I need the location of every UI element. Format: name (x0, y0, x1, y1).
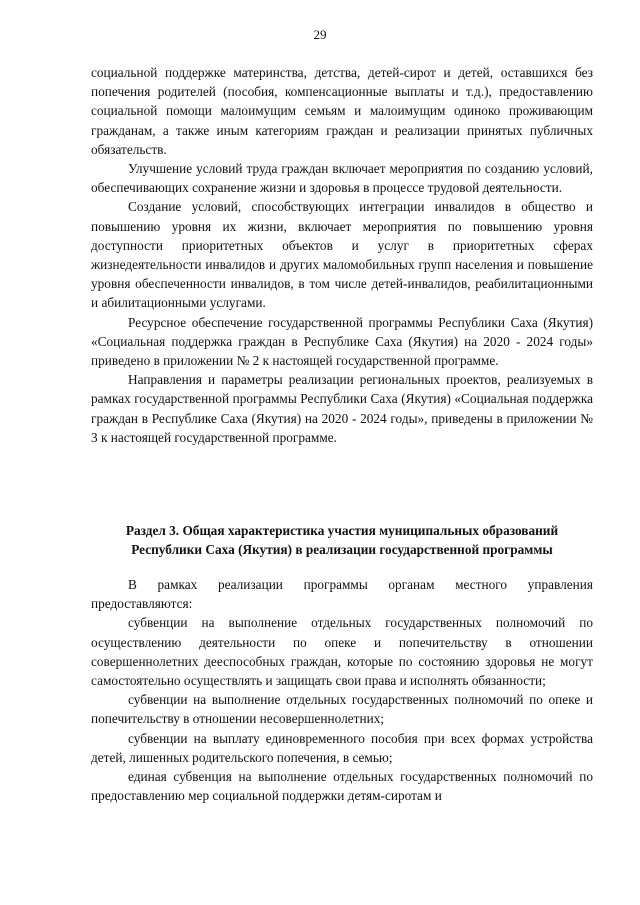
paragraph-subvention-minor-guardianship: субвенции на выполнение отдельных государственных полномочий по опеке и попечительству в отношении несовершеннолетних; (91, 692, 593, 727)
paragraph-social-support-continuation: социальной поддержке материнства, детства, детей-сирот и детей, оставшихся без попечения родителей (пособия, компенсационные выплаты и т.д.), предоставлению социальной помощи малоимущим семьям и малоимущим одиноко проживающим гражданам, а также иным категориям граждан и реализации принятых публичных обязательств. (91, 65, 593, 157)
body-text-after-heading (91, 575, 593, 805)
section-heading-line-1: Раздел 3. Общая характеристика участия муниципальных образований (125, 523, 559, 538)
section-heading-line-2: Республики Саха (Якутия) в реализации государственной программы (131, 542, 553, 557)
paragraph-disabled-integration: Создание условий, способствующих интеграции инвалидов в общество и повышению уровня их жизни, включает мероприятия по повышению уровня доступности приоритетных объектов и услуг в приоритетных сферах жизнедеятельности инвалидов и других маломобильных групп населения и повышение уровня обеспеченности инвалидов, в том числе детей-инвалидов, реабилитационными и абилитационными услугами. (91, 199, 593, 311)
paragraph-regional-projects: Направления и параметры реализации региональных проектов, реализуемых в рамках государственной программы Республики Саха (Якутия) «Социальная поддержка граждан в Республике Саха (Якутия) на 2020 - 2024 годы», приведены в приложении № 3 к настоящей государственной программе. (91, 372, 593, 445)
paragraph-subvention-adult-guardianship: субвенции на выполнение отдельных государственных полномочий по осуществлению деятельности по опеке и попечительству в отношении совершеннолетних дееспособных граждан, которые по состоянию здоровья не могут самостоятельно осуществлять и защищать свои права и исполнять обязанности; (91, 615, 593, 689)
page-number: 29 (313, 27, 327, 42)
paragraph-working-conditions: Улучшение условий труда граждан включает мероприятия по созданию условий, обеспечивающих сохранение жизни и здоровья в процессе трудовой деятельности. (91, 161, 593, 196)
paragraph-subvention-lump-sum-benefit: субвенции на выплату единовременного пособия при всех формах устройства детей, лишенных родительского попечения, в семью; (91, 730, 593, 765)
paragraph-single-subvention: единая субвенция на выполнение отдельных государственных полномочий по предоставлению мер социальной поддержки детям-сиротам и (91, 769, 593, 804)
body-text-before-heading (91, 63, 593, 447)
paragraph-local-government-intro: В рамках реализации программы органам местного управления предоставляются: (91, 577, 593, 612)
paragraph-resource-support: Ресурсное обеспечение государственной программы Республики Саха (Якутия) «Социальная поддержка граждан в Республике Саха (Якутия) на 2020 - 2024 годы» приведено в приложении № 2 к настоящей государственной программе. (91, 314, 593, 369)
section-heading (91, 521, 593, 559)
